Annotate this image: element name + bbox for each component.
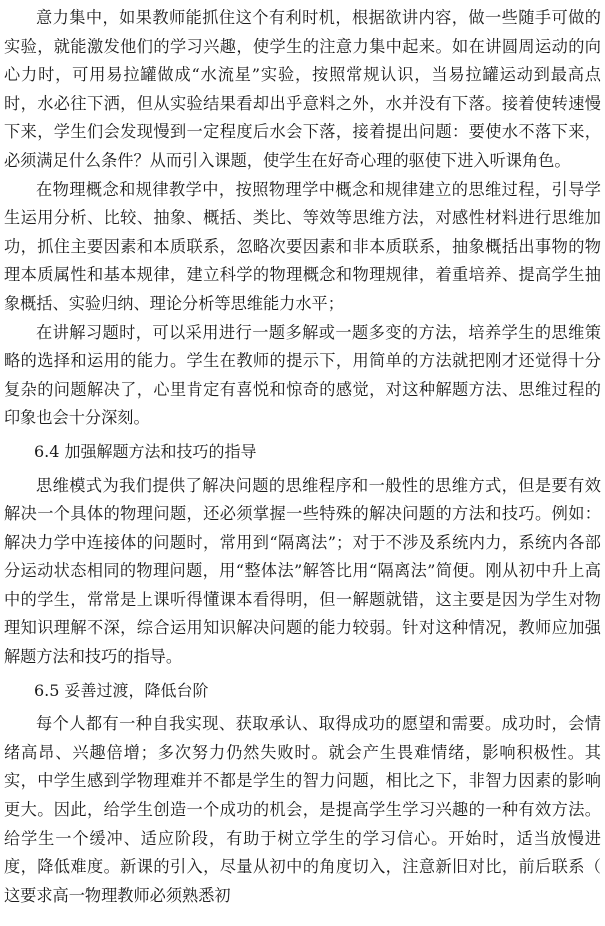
paragraph-continued-intro: 意力集中，如果教师能抓住这个有利时机，根据欲讲内容，做一些随手可做的实验，就能激发他们的学习兴趣，使学生的注意力集中起来。如在讲圆周运动的向心力时，可用易拉罐做成“水流星”实验，按照常规认识，当易拉罐运动到最高点时，水必往下洒，但从实验结果看却出乎意料之外，水并没有下落。接着使转速慢下来，学生们会发现慢到一定程度后水会下落，接着提出问题：要使水不落下来，必须满足什么条件？从而引入课题，使学生在好奇心理的驱使下进入听课角色。 xyxy=(4,8,601,170)
paragraph-concept-teaching: 在物理概念和规律教学中，按照物理学中概念和规律建立的思维过程，引导学生运用分析、比较、抽象、概括、类比、等效等思维方法，对感性材料进行思维加功，抓住主要因素和本质联系，忽略次要因素和非本质联系，抽象概括出事物的物理本质属性和基本规律，建立科学的物理概念和物理规律，着重培养、提高学生抽象概括、实验归纳、理论分析等思维能力水平； xyxy=(4,179,601,313)
section-heading-6-4: 6.4 加强解题方法和技巧的指导 xyxy=(34,441,257,461)
paragraph-problem-solving-methods: 思维模式为我们提供了解决问题的思维程序和一般性的思维方式，但是要有效解决一个具体的物理问题，还必须掌握一些特殊的解决问题的方法和技巧。例如：解决力学中连接体的问题时，常用到“隔离法”；对于不涉及系统内力，系统内各部分运动状态相同的物理问题，用“整体法”解答比用“隔离法”简便。刚从初中升上高中的学生，常常是上课听得懂课本看得明，但一解题就错，这主要是因为学生对物理知识理解不深，综合运用知识解决问题的能力较弱。针对这种情况，教师应加强解题方法和技巧的指导。 xyxy=(4,475,601,667)
paragraph-exercise-explanation: 在讲解习题时，可以采用进行一题多解或一题多变的方法，培养学生的思维策略的选择和运用的能力。学生在教师的提示下，用简单的方法就把刚才还觉得十分复杂的问题解决了，心里肯定有喜悦和惊奇的感觉，对这种解题方法、思维过程的印象也会十分深刻。 xyxy=(4,322,601,428)
section-heading-6-5: 6.5 妥善过渡，降低台阶 xyxy=(34,680,209,700)
paragraph-smooth-transition: 每个人都有一种自我实现、获取承认、取得成功的愿望和需要。成功时，会情绪高昂、兴趣倍增；多次努力仍然失败时。就会产生畏难情绪，影响积极性。其实，中学生感到学物理难并不都是学生的智力问题，相比之下，非智力因素的影响更大。因此，给学生创造一个成功的机会，是提高学生学习兴趣的一种有效方法。给学生一个缓冲、适应阶段，有助于树立学生的学习信心。开始时，适当放慢进度，降低难度。新课的引入，尽量从初中的角度切入，注意新旧对比，前后联系（ 这要求高一物理教师必须熟悉初 xyxy=(4,714,601,905)
